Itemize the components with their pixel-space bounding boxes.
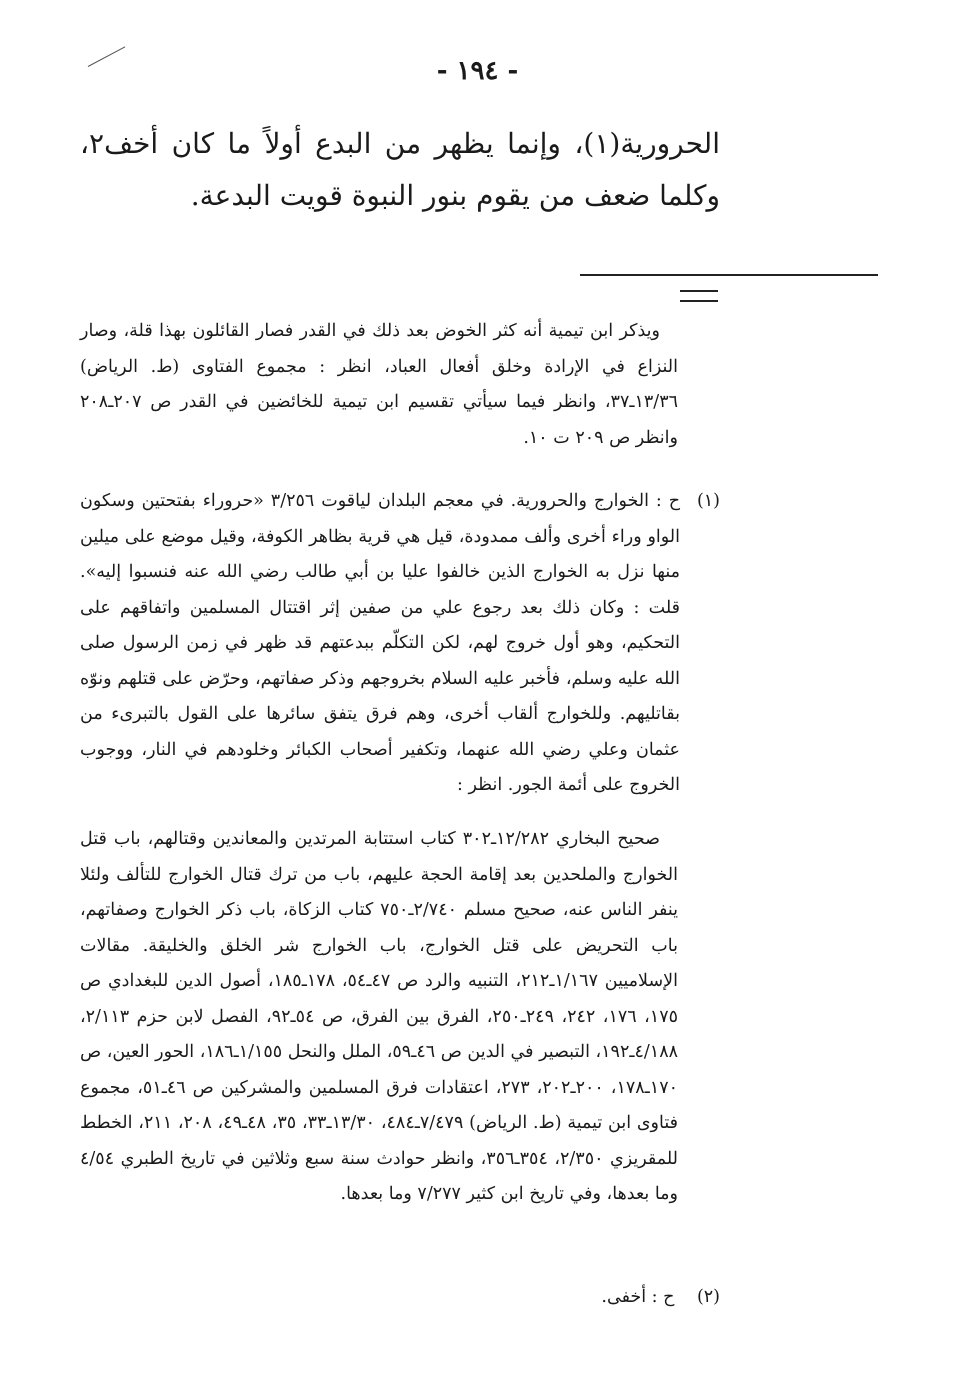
main-body-text: الحرورية(١)، وإنما يظهر من البدع أولاً ما كان أخف٢، وكلما ضعف من يقوم بنور النبوة قويت البدعة. — [80, 127, 720, 212]
footnote-2-text: ح : أخفى. — [601, 1287, 675, 1307]
footnote-1-text: ح : الخوارج والحرورية. في معجم البلدان لياقوت ٣/٢٥٦ «حروراء بفتحتين وسكون الواو وراء أخرى وألف ممدودة، قيل هي قرية بظاهر الكوفة، وقيل موضع على ميلين منها نزل به الخوارج الذين خالفوا عليا بن أبي طالب رضي الله عنه فنسبوا إليه». قلت : وكان ذلك بعد رجوع علي من صفين إثر اقتتال المسلمين واتفاقهم على التحكيم، وهو أول خروج لهم، لكن التكلّم ببدعتهم قد ظهر في زمن الرسول صلى الله عليه وسلم، فأخبر عليه السلام بخروجهم وذكر صفاتهم، وحرّض على قتلهم ونوّه بقاتليهم. وللخوارج ألقاب أخرى، وهم فرق يتفق سائرها على القول بالتبرىء من عثمان وعلي رضي الله عنهما، وتكفير أصحاب الكبائر وخلودهم في النار، ووجوب الخروج على أئمة الجور. انظر : — [80, 491, 681, 795]
footnote-1 — [80, 484, 720, 804]
footnote-1-marker: (١) — [696, 491, 720, 511]
footnote-double-rule — [680, 290, 718, 302]
footnote-2 — [80, 1280, 720, 1316]
page-number: - ١٩٤ - — [436, 56, 519, 86]
footnote-separator-rule — [580, 274, 878, 276]
footnote-2-marker: (٢) — [696, 1287, 720, 1307]
footnote-1-references: صحيح البخاري ١٢/٢٨٢ـ٣٠٢ كتاب استتابة المرتدين والمعاندين وقتالهم، باب قتل الخوارج والملحدين بعد إقامة الحجة عليهم، باب من ترك قتال الخوارج للتألف ولئلا ينفر الناس عنه، صحيح مسلم ٢/٧٤٠ـ٧٥٠ كتاب الزكاة، باب ذكر الخوارج وصفاتهم، باب التحريض على قتل الخوارج، باب الخوارج شر الخلق والخليقة. مقالات الإسلاميين ١/١٦٧ـ٢١٢، التنبيه والرد ص ٤٧ـ٥٤، ١٧٨ـ١٨٥، أصول الدين للبغدادي ص ١٧٥، ١٧٦، ٢٤٢، ٢٤٩ـ٢٥٠، الفرق بين الفرق، ص ٥٤ـ٩٢، الفصل لابن حزم ٢/١١٣، ٤/١٨٨ـ١٩٢، التبصير في الدين ص ٤٦ـ٥٩، الملل والنحل ١/١٥٥ـ١٨٦، الحور العين، ص ١٧٠ـ١٧٨، ٢٠٠ـ٢٠٢، ٢٧٣، اعتقادات فرق المسلمين والمشركين ص ٤٦ـ٥١، مجموع فتاوى ابن تيمية (ط. الرياض) ٧/٤٧٩ـ٤٨٤، ١٣/٣٠ـ٣٣، ٣٥، ٤٨ـ٤٩، ٢٠٨، ٢١١، الخطط للمقريزي ٢/٣٥٠، ٣٥٤ـ٣٥٦، وانظر حوادث سنة سبع وثلاثين في تاريخ الطبري ٤/٥٤ وما بعدها، وفي تاريخ ابن كثير ٧/٢٧٧ وما بعدها. — [79, 829, 678, 1204]
footnote-continuation: ويذكر ابن تيمية أنه كثر الخوض بعد ذلك في القدر فصار القائلون بهذا قلة، وصار النزاع في الإرادة وخلق أفعال العباد، انظر : مجموع الفتاوى (ط. الرياض) ١٣/٣٦ـ٣٧، وانظر فيما سيأتي تقسيم ابن تيمية للخائضين في القدر ص ٢٠٧ـ٢٠٨ وانظر ص ٢٠٩ ت ١٠. — [80, 321, 678, 448]
